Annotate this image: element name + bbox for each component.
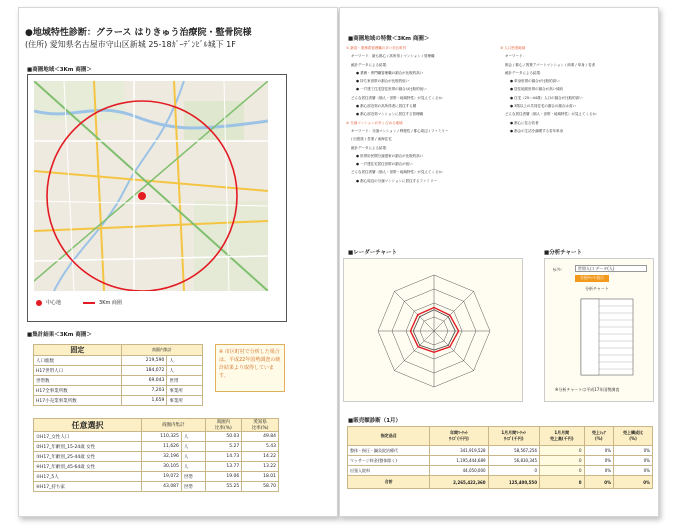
optional-stats-table [33, 418, 279, 492]
sales-col-header: 指定品目 [348, 427, 430, 446]
map-frame [27, 74, 287, 322]
sales-col-header: 1月月間ﾏｰｹｯﾄ ｻｲｽﾞ(千円) [488, 427, 539, 446]
sales-composition: 0% [614, 456, 653, 466]
radar-chart [344, 259, 524, 403]
feature-line: ● 一戸建て住宅居住世帯の割合は比較的低い [356, 87, 427, 92]
map-section-label: ■商圏地域＜3Km 商圏＞ [27, 67, 92, 73]
feature-line: ● 単身世帯の割合が比較的高い [510, 79, 560, 84]
feature-line: どんな居住者層（個人・世帯・地域特性）が見えてくるか： [351, 95, 446, 100]
legend-radius-label: 3Km 商圏 [99, 300, 122, 306]
optional-col-header-1: 商圏内 比率(%) [205, 419, 242, 432]
features-section-label: ■商圏地域の特徴＜3Km 商圏＞ [348, 36, 430, 42]
optional-col-header-0: 商圏内集計 [142, 419, 205, 432]
item-name: 出張入院料 [348, 466, 430, 476]
row-unit: 事業所 [167, 386, 203, 396]
row-unit: 人 [167, 366, 203, 376]
row-value: 184,072 [121, 366, 166, 376]
table-row[interactable] [34, 462, 279, 472]
show-chart-button[interactable]: 分析ﾁｬｰﾄ表示 [575, 275, 609, 282]
row-label: 人口総数 [34, 356, 122, 366]
center-marker-icon [36, 300, 42, 306]
analysis-bars [551, 293, 651, 381]
feature-line: ● 持ち家世帯の割合が比較的低い [356, 79, 410, 84]
left-page [18, 7, 338, 517]
row-pref-ratio: 18.01 [242, 472, 279, 482]
sales-col-header: 売上構成比 (%) [614, 427, 653, 446]
feature-line: ② 分譲マンションが多く占める地域 [346, 120, 403, 125]
feature-line: ● 一戸建住宅居住世帯の割合が低い [356, 162, 413, 167]
row-pref-ratio: 14.22 [242, 452, 279, 462]
sales-composition: 0% [614, 446, 653, 456]
row-unit: 人 [167, 356, 203, 366]
feature-line: どんな居住者層（個人・世帯・地域特性）が見えてくるか： [351, 170, 446, 175]
sales-share: 0% [584, 456, 614, 466]
optional-col-header-2: 愛知県 比率(%) [242, 419, 279, 432]
table-row[interactable] [34, 472, 279, 482]
row-ratio: 50.03 [205, 432, 242, 442]
monthly-sales-input[interactable]: 0 [540, 446, 585, 456]
radar-series-0 [410, 307, 458, 352]
row-ratio: 13.77 [205, 462, 242, 472]
row-pref-ratio: 58.70 [242, 482, 279, 492]
row-value: 219,590 [121, 356, 166, 366]
sales-composition: 0% [614, 466, 653, 476]
total-share: 0% [584, 476, 614, 489]
feature-line: キーワード： [505, 54, 526, 59]
total-row [348, 476, 653, 489]
sales-share: 0% [584, 446, 614, 456]
table-row [348, 456, 653, 466]
trade-area-map[interactable] [34, 81, 268, 291]
row-unit: 事業所 [167, 396, 203, 406]
monthly-market: 0 [488, 466, 539, 476]
table-row[interactable] [34, 482, 279, 492]
item-name: 整体・指圧・鍼灸院治療代 [348, 446, 430, 456]
annual-market: 1,195,444,689 [430, 456, 488, 466]
radar-chart-panel [343, 258, 523, 402]
row-label: ⑥H17_持ち家 [34, 482, 142, 492]
row-pref-ratio: 13.22 [242, 462, 279, 472]
sales-section-label: ■販売額診断（1月） [348, 418, 402, 424]
row-value: 43,087 [142, 482, 182, 492]
analysis-footnote: ※分析チャートは平成17年国勢調査 [555, 387, 620, 392]
feature-line: ● 都心に住む若者 [510, 120, 539, 125]
row-ratio: 55.25 [205, 482, 242, 492]
annual-market: 44,050,000 [430, 466, 488, 476]
radar-section-label: ■レーダーチャート [348, 250, 398, 256]
row-label: H17全事業所数 [34, 386, 122, 396]
row-value: 19,072 [142, 472, 182, 482]
features-column-2 [500, 44, 600, 135]
table-row[interactable] [34, 452, 279, 462]
row-value: 11,626 [142, 442, 182, 452]
row-unit: 人 [181, 452, 205, 462]
feature-line: 統計データによる結果： [351, 145, 390, 150]
feature-line: ● 都心部近郊マンションに居住する管理職 [356, 112, 424, 117]
fixed-table-header: 固定 [34, 345, 122, 356]
tally-section-label: ■集計結果＜3Km 商圏＞ [27, 332, 92, 338]
analysis-section-label: ■分析チャート [544, 250, 583, 256]
table-row[interactable] [34, 432, 279, 442]
row-unit: 人 [181, 432, 205, 442]
feature-line: 都会 / 都心 / 賃貸アパートマンション / 商業 / 単身 / 若者 [505, 62, 596, 67]
feature-line: 統計データによる結果： [505, 70, 544, 75]
row-label: ①H17_女性人口 [34, 432, 142, 442]
feature-line: キーワード：最も都心 / 高所得 / マンション / 管理職 [351, 54, 435, 59]
feature-line: ● 都会の生活を満喫する若年単身 [510, 128, 564, 133]
row-label: ②H17_年齢別_15-24歳 女性 [34, 442, 142, 452]
map-svg [34, 81, 268, 291]
row-label: H17世帯人口 [34, 366, 122, 376]
row-ratio: 5.27 [205, 442, 242, 452]
row-unit: 世帯 [167, 376, 203, 386]
report-title: ●地域特性診断：グラース はりきゅう治療院・整骨院様 [25, 28, 252, 38]
total-label: 合計 [348, 476, 430, 489]
sales-col-header: 売上ｼｪｱ (%) [584, 427, 614, 446]
table-row [34, 396, 203, 406]
table-row [348, 446, 653, 456]
row-unit: 人 [181, 462, 205, 472]
feature-line: ● 都心部近郊の高所得者に居住する層 [356, 104, 417, 109]
fixed-col-header: 商圏内集計 [121, 345, 202, 356]
row-value: 30,105 [142, 462, 182, 472]
radius-line-icon [83, 302, 95, 304]
feature-line: キーワード：分譲マンション / 利便性 / 都心周辺 / ファミリー [351, 128, 449, 133]
row-pref-ratio: 5.43 [242, 442, 279, 452]
monthly-market: 58,567,256 [488, 446, 539, 456]
row-label: 世帯数 [34, 376, 122, 386]
feature-line: どんな居住者層（個人・世帯・地域特性）が見えてくるか： [505, 112, 600, 117]
total-composition: 0% [614, 476, 653, 489]
table-row [34, 386, 203, 396]
item-name: マッサージ料金(整体除く) [348, 456, 430, 466]
select-label: ｾﾚｸﾄ： [553, 267, 565, 272]
row-pref-ratio: 49.84 [242, 432, 279, 442]
report-address: (住所) 愛知県名古屋市守山区新城 25-18ｶﾞｰﾃﾞﾝﾋﾞﾙ城下 1F [25, 40, 236, 49]
total-sales: 0 [540, 476, 585, 489]
total-annual: 2,265,422,360 [430, 476, 488, 489]
feature-line: ● 居住地総世帯の割合が高い傾向 [510, 87, 564, 92]
feature-line: ● 住宅（25〜44歳）人口の割合が比較的高い [510, 95, 583, 100]
table-row[interactable] [34, 442, 279, 452]
census-note: ※ 市区町村で分析した場合は、平成22年国勢調査の統計結果より取得しています。 [215, 344, 285, 392]
row-value: 69,043 [121, 376, 166, 386]
sales-col-header: 年間ﾏｰｹｯﾄ ｻｲｽﾞ(千円) [430, 427, 488, 446]
row-label: ③H17_年齢別_25-44歳 女性 [34, 452, 142, 462]
row-value: 7,203 [121, 386, 166, 396]
feature-line: / 出張族 / 営業 / 東海住宅 [351, 137, 392, 142]
sales-col-header: 1月月間 売上高(千円) [540, 427, 585, 446]
feature-line: 統計データによる結果： [351, 62, 390, 67]
table-row [34, 366, 203, 376]
total-monthly: 125,400,550 [488, 476, 539, 489]
features-column-1 [346, 44, 449, 185]
row-value: 1,659 [121, 396, 166, 406]
feature-line: ● 世帯用民間分譲借家の割合が比較的高い [356, 153, 424, 158]
analysis-axis-title: 分析チャート [585, 286, 609, 291]
monthly-sales-input[interactable]: 0 [540, 456, 585, 466]
row-unit: 人 [181, 442, 205, 452]
row-value: 110,325 [142, 432, 182, 442]
monthly-market: 56,830,345 [488, 456, 539, 466]
feature-line: ③ 人口密度地域 [500, 46, 526, 50]
legend-center-label: 中心地 [46, 300, 62, 306]
monthly-sales-input[interactable]: 0 [540, 466, 585, 476]
row-label: ④H17_年齢別_45-64歳 女性 [34, 462, 142, 472]
row-ratio: 19.06 [205, 472, 242, 482]
right-page [339, 7, 659, 517]
sales-table [347, 426, 653, 489]
optional-table-header: 任意選択 [34, 419, 142, 432]
table-row [348, 466, 653, 476]
sales-share: 0% [584, 466, 614, 476]
row-label: H17小売業事業所数 [34, 396, 122, 406]
table-row [34, 356, 203, 366]
analysis-select[interactable]: 世帯人口 データ(人) [575, 265, 647, 272]
fixed-stats-table [33, 344, 203, 406]
map-legend [36, 299, 122, 306]
row-label: ⑤H17_5人 [34, 472, 142, 482]
feature-line: ● 3階以上の共同住宅の割合の割合は高い [510, 104, 576, 109]
row-value: 32,196 [142, 452, 182, 462]
feature-line: ● 都心周辺の分譲マンションに居住するファミリー [356, 178, 437, 183]
row-unit: 世帯 [181, 482, 205, 492]
table-row [34, 376, 203, 386]
feature-line: ● 業務・専門職管理職の割合が比較的高い [356, 70, 424, 75]
feature-line: ① 最高・業務系管理職の多い市区町村 [346, 46, 407, 50]
analysis-chart-panel [544, 258, 654, 402]
annual-market: 341,919,528 [430, 446, 488, 456]
row-unit: 世帯 [181, 472, 205, 482]
row-ratio: 14.73 [205, 452, 242, 462]
